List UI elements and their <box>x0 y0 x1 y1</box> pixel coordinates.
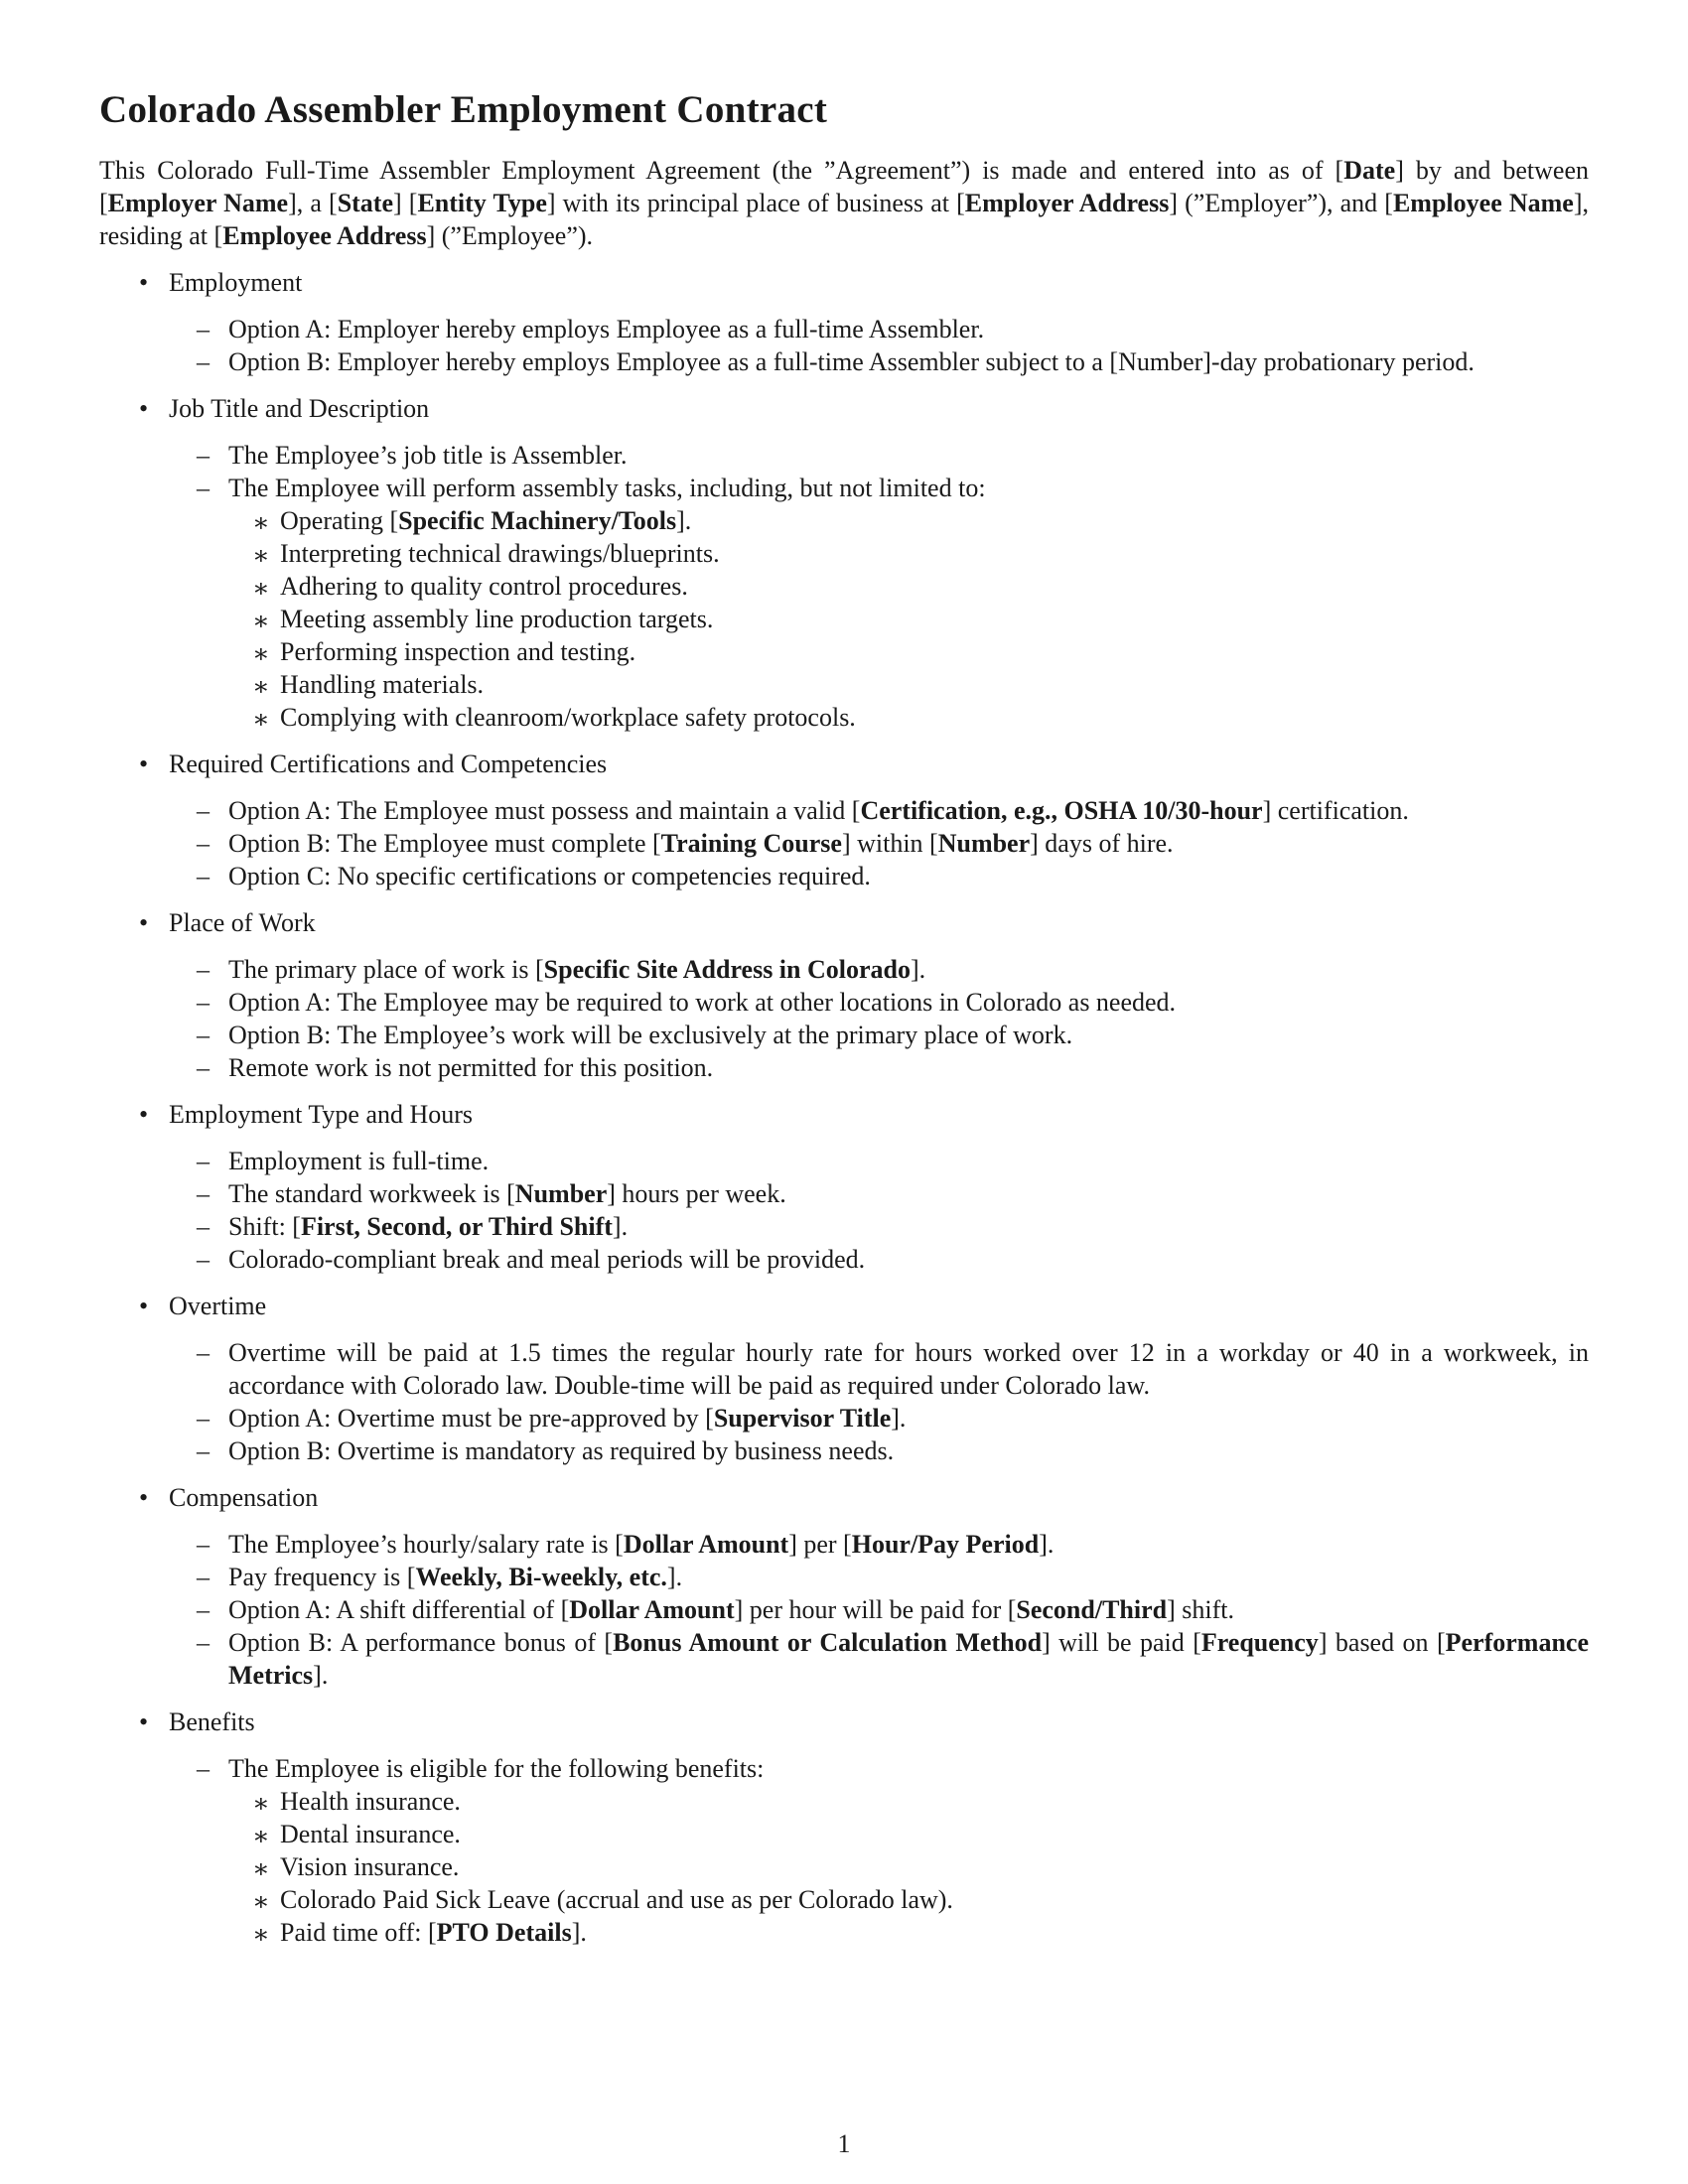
text-run: Option B: A performance bonus of [ <box>228 1628 614 1657</box>
sub-clause-item <box>228 701 1589 734</box>
text-run: ] will be paid [ <box>1042 1628 1201 1657</box>
text-run: ]. <box>911 955 926 984</box>
clause-list <box>169 953 1589 1084</box>
asterisk-icon: ∗ <box>252 672 270 701</box>
clause-item <box>169 860 1589 892</box>
dash-icon: – <box>197 1404 210 1433</box>
bullet-icon: • <box>139 268 149 297</box>
text-run: The standard workweek is [ <box>228 1179 515 1208</box>
placeholder-field: Dollar Amount <box>569 1595 735 1624</box>
dash-icon: – <box>197 1021 210 1049</box>
dash-icon: – <box>197 1245 210 1274</box>
text-run: ] per hour will be paid for [ <box>734 1595 1017 1624</box>
placeholder-field: Number <box>937 829 1031 858</box>
section-title: Overtime <box>169 1292 267 1320</box>
text-run: Remote work is not permitted for this position. <box>228 1053 714 1082</box>
clause-item <box>169 953 1589 986</box>
dash-icon: – <box>197 1053 210 1082</box>
sub-clause-item <box>228 570 1589 603</box>
clause-item <box>169 794 1589 827</box>
placeholder-field: Entity Type <box>417 189 547 217</box>
text-run: Shift: [ <box>228 1212 301 1241</box>
placeholder-field: Certification, e.g., OSHA 10/30-hour <box>860 796 1263 825</box>
section-title: Required Certifications and Competencies <box>169 750 608 778</box>
text-run: ]. <box>891 1404 907 1433</box>
bullet-icon: • <box>139 1100 149 1129</box>
text-run: Operating [ <box>280 506 399 535</box>
text-run: The Employee will perform assembly tasks, including, but not limited to: <box>228 474 986 502</box>
section-item <box>99 748 1589 892</box>
bullet-icon: • <box>139 1292 149 1320</box>
asterisk-icon: ∗ <box>252 1887 270 1916</box>
text-run: Option B: Employer hereby employs Employee as a full-time Assembler subject to a [Number]-day probationary period. <box>228 347 1475 376</box>
text-run: ] certification. <box>1262 796 1409 825</box>
sub-clause-item <box>228 504 1589 537</box>
clause-list <box>169 1336 1589 1467</box>
clause-item <box>169 1210 1589 1243</box>
clause-item <box>169 472 1589 734</box>
clause-item <box>169 1177 1589 1210</box>
bullet-icon: • <box>139 908 149 937</box>
text-run: ] (”Employer”), and [ <box>1169 189 1393 217</box>
text-run: ] days of hire. <box>1030 829 1174 858</box>
section-title: Job Title and Description <box>169 394 430 423</box>
text-run: ]. <box>676 506 692 535</box>
text-run: ]. <box>313 1661 329 1690</box>
clause-item <box>169 1528 1589 1561</box>
text-run: The Employee’s job title is Assembler. <box>228 441 628 470</box>
asterisk-icon: ∗ <box>252 574 270 603</box>
text-run: Handling materials. <box>280 670 485 699</box>
asterisk-icon: ∗ <box>252 508 270 537</box>
placeholder-field: Frequency <box>1200 1628 1319 1657</box>
placeholder-field: Weekly, Bi-weekly, etc. <box>415 1563 667 1591</box>
placeholder-field: Second/Third <box>1016 1595 1168 1624</box>
section-title: Place of Work <box>169 908 316 937</box>
section-item <box>99 1290 1589 1467</box>
clause-list <box>169 439 1589 734</box>
clause-item <box>169 1626 1589 1692</box>
page-number: 1 <box>837 2129 851 2158</box>
text-run: Option A: Employer hereby employs Employee as a full-time Assembler. <box>228 315 985 343</box>
text-run: The Employee is eligible for the following benefits: <box>228 1754 765 1783</box>
clause-item <box>169 1402 1589 1434</box>
dash-icon: – <box>197 796 210 825</box>
sub-clause-item <box>228 668 1589 701</box>
placeholder-field: First, Second, or Third Shift <box>300 1212 613 1241</box>
clause-item <box>169 1561 1589 1593</box>
document-title: Colorado Assembler Employment Contract <box>99 88 828 131</box>
text-run: The primary place of work is [ <box>228 955 544 984</box>
dash-icon: – <box>197 347 210 376</box>
asterisk-icon: ∗ <box>252 1822 270 1850</box>
placeholder-field: Hour/Pay Period <box>851 1530 1040 1559</box>
dash-icon: – <box>197 1338 210 1367</box>
bullet-icon: • <box>139 1707 149 1736</box>
text-run: Meeting assembly line production targets. <box>280 605 714 633</box>
text-run: ]. <box>612 1212 629 1241</box>
clause-item <box>169 313 1589 345</box>
bullet-icon: • <box>139 1483 149 1512</box>
placeholder-field: Date <box>1343 156 1396 185</box>
clause-item <box>169 1434 1589 1467</box>
text-run: The Employee’s hourly/salary rate is [ <box>228 1530 624 1559</box>
section-title: Employment <box>169 268 303 297</box>
dash-icon: – <box>197 988 210 1017</box>
dash-icon: – <box>197 829 210 858</box>
text-run: Option B: Overtime is mandatory as required by business needs. <box>228 1436 895 1465</box>
bullet-icon: • <box>139 394 149 423</box>
section-item <box>99 392 1589 734</box>
text-run: ] shift. <box>1167 1595 1234 1624</box>
sub-clause-item <box>228 1916 1589 1949</box>
text-run: Health insurance. <box>280 1787 461 1816</box>
asterisk-icon: ∗ <box>252 705 270 734</box>
dash-icon: – <box>197 1147 210 1175</box>
asterisk-icon: ∗ <box>252 541 270 570</box>
placeholder-field: Performance Metrics <box>228 1628 1589 1690</box>
text-run: Interpreting technical drawings/blueprints. <box>280 539 720 568</box>
sub-clause-item <box>228 1883 1589 1916</box>
asterisk-icon: ∗ <box>252 639 270 668</box>
section-item <box>99 266 1589 378</box>
text-run: ] with its principal place of business at [ <box>546 189 965 217</box>
asterisk-icon: ∗ <box>252 607 270 635</box>
dash-icon: – <box>197 1530 210 1559</box>
clause-item <box>169 345 1589 378</box>
text-run: Dental insurance. <box>280 1820 461 1848</box>
section-title: Compensation <box>169 1483 319 1512</box>
section-item <box>99 1481 1589 1692</box>
text-run: Option B: The Employee must complete [ <box>228 829 661 858</box>
dash-icon: – <box>197 1754 210 1783</box>
text-run: Overtime will be paid at 1.5 times the regular hourly rate for hours worked over 12 in a workday or 40 in a workweek, in accordance with Colorado law. Double-time will be paid as required under Colorado law. <box>228 1338 1589 1400</box>
dash-icon: – <box>197 1212 210 1241</box>
placeholder-field: Employer Address <box>964 189 1170 217</box>
dash-icon: – <box>197 862 210 890</box>
sub-clause-item <box>228 603 1589 635</box>
text-run: Option B: The Employee’s work will be exclusively at the primary place of work. <box>228 1021 1073 1049</box>
text-run: ] based on [ <box>1318 1628 1446 1657</box>
text-run: ], a [ <box>288 189 338 217</box>
sub-clause-item <box>228 537 1589 570</box>
text-run: Option A: The Employee must possess and maintain a valid [ <box>228 796 861 825</box>
placeholder-field: Specific Site Address in Colorado <box>543 955 911 984</box>
text-run: ] hours per week. <box>607 1179 786 1208</box>
sub-clause-item <box>228 1850 1589 1883</box>
text-run: Pay frequency is [ <box>228 1563 416 1591</box>
placeholder-field: Employee Address <box>222 221 427 250</box>
clause-list <box>169 313 1589 378</box>
dash-icon: – <box>197 1595 210 1624</box>
intro-paragraph <box>99 154 1589 252</box>
text-run: ]. <box>1039 1530 1055 1559</box>
dash-icon: – <box>197 1179 210 1208</box>
text-run: Employment is full-time. <box>228 1147 490 1175</box>
placeholder-field: Supervisor Title <box>713 1404 892 1433</box>
asterisk-icon: ∗ <box>252 1854 270 1883</box>
section-item <box>99 906 1589 1084</box>
dash-icon: – <box>197 1628 210 1657</box>
dash-icon: – <box>197 474 210 502</box>
text-run: Colorado Paid Sick Leave (accrual and use as per Colorado law). <box>280 1885 953 1914</box>
section-item <box>99 1098 1589 1276</box>
text-run: ] by and between [ <box>99 156 1589 217</box>
clause-item <box>169 1019 1589 1051</box>
sub-clause-item <box>228 635 1589 668</box>
placeholder-field: PTO Details <box>436 1918 572 1947</box>
clause-list <box>169 1528 1589 1692</box>
clause-item <box>169 1752 1589 1949</box>
dash-icon: – <box>197 1563 210 1591</box>
text-run: Adhering to quality control procedures. <box>280 572 688 601</box>
clause-item <box>169 986 1589 1019</box>
dash-icon: – <box>197 955 210 984</box>
clause-list <box>169 794 1589 892</box>
asterisk-icon: ∗ <box>252 1789 270 1818</box>
section-list <box>99 266 1589 1949</box>
placeholder-field: State <box>337 189 394 217</box>
text-run: ]. <box>666 1563 683 1591</box>
text-run: ] per [ <box>788 1530 852 1559</box>
text-run: Colorado-compliant break and meal periods will be provided. <box>228 1245 866 1274</box>
placeholder-field: Dollar Amount <box>623 1530 789 1559</box>
text-run: ], residing at [ <box>99 189 1590 250</box>
clause-item <box>169 1145 1589 1177</box>
placeholder-field: Number <box>514 1179 608 1208</box>
sub-clause-item <box>228 1818 1589 1850</box>
clause-item <box>169 1336 1589 1402</box>
text-run: Paid time off: [ <box>280 1918 437 1947</box>
clause-item <box>169 1593 1589 1626</box>
placeholder-field: Bonus Amount or Calculation Method <box>613 1628 1043 1657</box>
dash-icon: – <box>197 315 210 343</box>
dash-icon: – <box>197 1436 210 1465</box>
section-title: Employment Type and Hours <box>169 1100 474 1129</box>
sub-clause-list <box>228 1785 1589 1949</box>
placeholder-field: Employer Name <box>107 189 289 217</box>
text-run: Vision insurance. <box>280 1852 460 1881</box>
text-run: Option C: No specific certifications or competencies required. <box>228 862 871 890</box>
section-title: Benefits <box>169 1707 255 1736</box>
text-run: ]. <box>571 1918 587 1947</box>
clause-item <box>169 1243 1589 1276</box>
document-page <box>99 87 1589 1949</box>
text-run: Option A: A shift differential of [ <box>228 1595 570 1624</box>
text-run: This Colorado Full-Time Assembler Employment Agreement (the ”Agreement”) is made and entered into as of [ <box>99 156 1344 185</box>
text-run: Option A: The Employee may be required to work at other locations in Colorado as needed. <box>228 988 1177 1017</box>
clause-item <box>169 827 1589 860</box>
text-run: ] [ <box>393 189 418 217</box>
bullet-icon: • <box>139 750 149 778</box>
clause-list <box>169 1752 1589 1949</box>
sub-clause-item <box>228 1785 1589 1818</box>
clause-item <box>169 1051 1589 1084</box>
placeholder-field: Training Course <box>660 829 842 858</box>
placeholder-field: Employee Name <box>1392 189 1574 217</box>
clause-list <box>169 1145 1589 1276</box>
text-run: ] within [ <box>841 829 938 858</box>
text-run: Option A: Overtime must be pre-approved by [ <box>228 1404 714 1433</box>
dash-icon: – <box>197 441 210 470</box>
placeholder-field: Specific Machinery/Tools <box>398 506 677 535</box>
text-run: ] (”Employee”). <box>426 221 594 250</box>
section-item <box>99 1706 1589 1949</box>
asterisk-icon: ∗ <box>252 1920 270 1949</box>
text-run: Performing inspection and testing. <box>280 637 636 666</box>
clause-item <box>169 439 1589 472</box>
sub-clause-list <box>228 504 1589 734</box>
text-run: Complying with cleanroom/workplace safety protocols. <box>280 703 856 732</box>
